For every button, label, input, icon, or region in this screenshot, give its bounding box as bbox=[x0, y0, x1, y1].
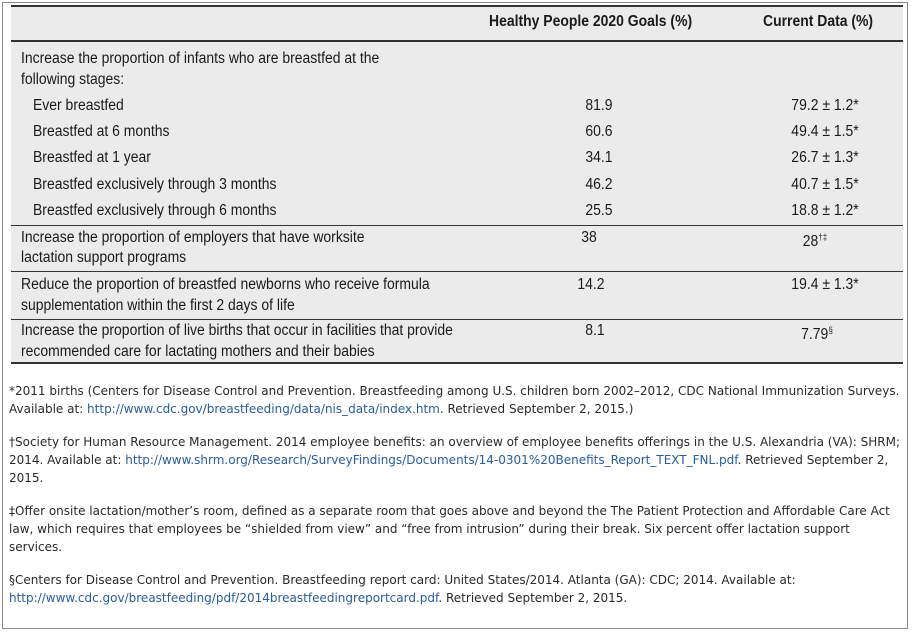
stage-label: Breastfed exclusively through 6 months bbox=[33, 202, 277, 219]
footnotes bbox=[9, 382, 904, 622]
stage-current: 40.7 ± 1.5* bbox=[791, 176, 859, 193]
row-divider bbox=[11, 271, 903, 272]
row-goal: 14.2 bbox=[577, 276, 605, 293]
footnote-marker: †‡ bbox=[818, 232, 828, 242]
stage-goal: 81.9 bbox=[585, 97, 613, 114]
header-goals: Healthy People 2020 Goals (%) bbox=[489, 13, 693, 30]
row-label-line1: Increase the proportion of employers that have worksite bbox=[21, 229, 365, 246]
footnote-link[interactable]: http://www.shrm.org/Research/SurveyFindings/Documents/14-0301%20Benefits_Report_TEXT_FNL.pdf bbox=[125, 453, 738, 467]
header-current: Current Data (%) bbox=[763, 13, 874, 30]
row-label-line1: Reduce the proportion of breastfed newborns who receive formula bbox=[21, 276, 430, 293]
stage-current: 26.7 ± 1.3* bbox=[791, 149, 859, 166]
stage-label: Breastfed exclusively through 3 months bbox=[33, 176, 277, 193]
row-current: 19.4 ± 1.3* bbox=[791, 276, 859, 293]
footnote: §Centers for Disease Control and Prevention. Breastfeeding report card: United States/2014. Atlanta (GA): CDC; 2014. Available at: http://www.cdc.gov/breastfeeding/pdf/2014breastfeedingreportcard.pdf. Retrieved September 2, 2015. bbox=[9, 573, 796, 605]
footnote: *2011 births (Centers for Disease Control and Prevention. Breastfeeding among U.S. children born 2002–2012, CDC National Immunization Surveys. Available at: http://www.cdc.gov/breastfeeding/data/nis_data/index.htm. Retrieved September 2, 2015.) bbox=[9, 384, 900, 416]
row-current: 28†‡ bbox=[802, 232, 828, 251]
stage-label: Breastfed at 1 year bbox=[33, 149, 151, 166]
stage-current: 18.8 ± 1.2* bbox=[791, 202, 859, 219]
group-label-line2: following stages: bbox=[21, 71, 125, 88]
breastfeeding-goals-table bbox=[11, 5, 903, 364]
footnote-link[interactable]: http://www.cdc.gov/breastfeeding/pdf/2014breastfeedingreportcard.pdf bbox=[9, 591, 439, 605]
stage-label: Ever breastfed bbox=[33, 97, 124, 114]
row-label-line2: recommended care for lactating mothers and their babies bbox=[21, 343, 375, 360]
row-current: 7.79§ bbox=[801, 325, 833, 344]
stage-current: 79.2 ± 1.2* bbox=[791, 97, 859, 114]
row-goal: 38 bbox=[581, 229, 597, 246]
row-label-line2: supplementation within the first 2 days of life bbox=[21, 297, 295, 314]
stage-goal: 25.5 bbox=[585, 202, 613, 219]
group-label-line1: Increase the proportion of infants who are breastfed at the bbox=[21, 50, 380, 67]
footnote: †Society for Human Resource Management. 2014 employee benefits: an overview of employee benefits offerings in the U.S. Alexandria (VA): SHRM; 2014. Available at: http://www.shrm.org/Research/SurveyFindings/Documents/14-0301%20Benefits_Report_TEXT_FNL.pdf. Retrieved September 2, 2015. bbox=[9, 435, 901, 485]
stage-goal: 46.2 bbox=[585, 176, 613, 193]
footnote: ‡Offer onsite lactation/mother’s room, defined as a separate room that goes above and beyond the The Patient Protection and Affordable Care Act law, which requires that employees be “shielded from view” and “free from intrusion” during their break. Six percent offer lactation support services. bbox=[9, 504, 890, 554]
footnote-marker: § bbox=[828, 325, 833, 335]
row-label-line2: lactation support programs bbox=[21, 249, 187, 266]
row-goal: 8.1 bbox=[585, 322, 605, 339]
stage-goal: 60.6 bbox=[585, 123, 613, 140]
table-header bbox=[11, 7, 903, 42]
stage-goal: 34.1 bbox=[585, 149, 613, 166]
stage-current: 49.4 ± 1.5* bbox=[791, 123, 859, 140]
stage-label: Breastfed at 6 months bbox=[33, 123, 170, 140]
row-divider bbox=[11, 225, 903, 226]
footnote-link[interactable]: http://www.cdc.gov/breastfeeding/data/nis_data/index.htm bbox=[87, 402, 440, 416]
row-label-line1: Increase the proportion of live births that occur in facilities that provide bbox=[21, 322, 453, 339]
